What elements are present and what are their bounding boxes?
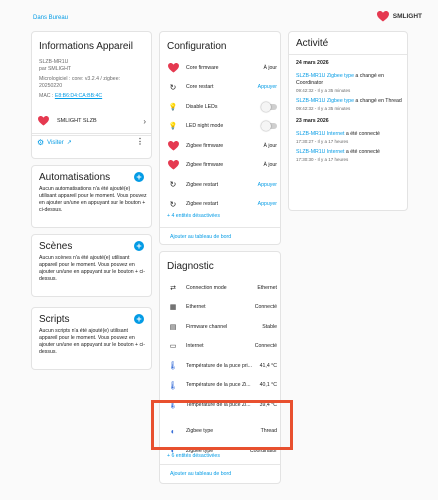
diag-row-firmware-channel[interactable]: [164, 317, 277, 337]
config-label: LED night mode: [186, 123, 224, 130]
activity-feed: [296, 60, 404, 163]
config-add-dashboard-link[interactable]: Ajouter au tableau de bord: [170, 234, 232, 240]
activity-time: 09:42:32 - Il y a 35 minutes: [296, 88, 351, 93]
diag-value: 39,4 °C: [259, 401, 277, 408]
config-label: Zigbee firmware: [186, 162, 224, 169]
activity-time: 09:42:32 - Il y a 35 minutes: [296, 106, 351, 111]
device-mac: [39, 93, 151, 100]
more-menu-icon[interactable]: ⋮: [136, 137, 144, 146]
highlight-box: [151, 400, 293, 450]
external-link-icon: ↗: [66, 140, 72, 146]
activity-time: 17:30:27 - Il y a 17 heures: [296, 139, 349, 144]
diag-value: Stable: [262, 323, 277, 330]
configuration-list: [164, 58, 277, 214]
diag-label: Température de la puce Zi...: [186, 401, 251, 408]
zigbee-icon: ◐: [170, 446, 176, 456]
device-model: SLZB-MR1U: [39, 59, 69, 65]
config-row-zigbee-firmware[interactable]: [164, 136, 277, 156]
diag-label: Zigbee type: [186, 428, 214, 435]
config-value: À jour: [263, 162, 277, 169]
restart-icon: ↻: [169, 199, 177, 209]
device-firmware-date: 20250220: [39, 83, 63, 89]
config-label: Disable LEDs: [186, 103, 218, 110]
visit-button[interactable]: [37, 138, 72, 147]
visit-label: Visiter: [47, 139, 64, 146]
automations-card: [31, 165, 152, 228]
entity-link[interactable]: SLZB-MR1U Zigbee type: [296, 98, 354, 104]
scenes-text: Aucun scènes n'a été ajouté(e) utilisant appareil pour le moment. Vous pouvez en ajouter un/une en appuyant sur le bouton + ci-dessus.: [39, 255, 145, 282]
diag-label: Connection mode: [186, 284, 227, 291]
config-row-disable-leds[interactable]: [164, 97, 277, 117]
firmware-heart-icon: [168, 63, 179, 73]
sub-device-link[interactable]: [38, 114, 146, 128]
smlight-logo-icon: [377, 11, 389, 22]
config-value: À jour: [263, 64, 277, 71]
firmware-channel-icon: ▤: [169, 323, 177, 331]
activity-date: 24 mars 2026: [296, 60, 329, 66]
brand-name: SMLIGHT: [392, 13, 422, 20]
config-label: Zigbee restart: [186, 201, 219, 208]
config-row-core-restart[interactable]: [164, 78, 277, 98]
device-details: [39, 59, 151, 100]
diag-label: Internet: [186, 343, 204, 350]
diag-value: Connecté: [254, 304, 277, 311]
restart-icon: ↻: [169, 180, 177, 190]
monitor-icon: ▭: [169, 343, 177, 351]
config-disabled-entities-link[interactable]: + 4 entités désactivées: [167, 213, 220, 219]
activity-entry: [296, 98, 404, 112]
connection-icon: ⇄: [170, 284, 176, 292]
add-scene-button[interactable]: +: [134, 241, 144, 251]
diag-label: Firmware channel: [186, 323, 228, 330]
led-night-mode-toggle[interactable]: [261, 123, 277, 129]
config-row-zigbee-firmware-2[interactable]: [164, 156, 277, 176]
config-row-zigbee-restart-2[interactable]: [164, 195, 277, 215]
activity-text: a changé en Thread: [353, 98, 402, 104]
entity-link[interactable]: SLZB-MR1U Internet: [296, 131, 345, 137]
automations-text: Aucun automatisations n'a été ajouté(e) utilisant appareil pour le moment. Vous pouvez en ajouter un/une en appuyant sur le bouton + ci-dessus.: [39, 186, 147, 213]
activity-card: [288, 31, 408, 211]
chevron-right-icon: ›: [143, 116, 146, 126]
automations-title: Automatisations: [39, 172, 111, 183]
restart-icon: ↻: [169, 82, 177, 92]
diag-value: 41,4 °C: [259, 362, 277, 369]
press-button[interactable]: Appuyer: [257, 201, 277, 208]
activity-entry: [296, 73, 404, 94]
config-row-led-night-mode[interactable]: [164, 117, 277, 137]
configuration-title: Configuration: [167, 41, 227, 52]
add-script-button[interactable]: +: [134, 314, 144, 324]
gear-icon: ⚙: [37, 138, 45, 147]
device-info-title: Informations Appareil: [39, 41, 133, 52]
led-icon: 💡: [168, 103, 178, 111]
config-value: À jour: [263, 142, 277, 149]
diag-add-dashboard-link[interactable]: Ajouter au tableau de bord: [170, 471, 232, 477]
zigbee-icon: ◐: [170, 426, 176, 436]
press-button[interactable]: Appuyer: [257, 84, 277, 91]
activity-entry: [296, 149, 404, 163]
config-row-core-firmware[interactable]: [164, 58, 277, 78]
diag-value: Connecté: [254, 343, 277, 350]
activity-text: a changé en Coordinator: [296, 73, 384, 86]
thermometer-icon: 🌡: [167, 400, 179, 410]
activity-entry: [296, 131, 404, 145]
diag-label: Température de la puce Zi...: [186, 382, 251, 389]
press-button[interactable]: Appuyer: [257, 181, 277, 188]
led-icon: 💡: [168, 123, 178, 131]
diag-row-temp-1[interactable]: [164, 356, 277, 376]
add-automation-button[interactable]: +: [134, 172, 144, 182]
diag-value: Coordinator: [249, 447, 277, 454]
diag-row-connection-mode[interactable]: [164, 278, 277, 298]
entity-link[interactable]: SLZB-MR1U Internet: [296, 149, 345, 155]
thermometer-icon: 🌡: [167, 361, 179, 371]
smlight-heart-icon: [38, 116, 49, 126]
device-maker: par SMLIGHT: [39, 66, 71, 72]
firmware-heart-icon: [168, 160, 179, 170]
diag-value: Thread: [260, 428, 277, 435]
brand: [377, 11, 422, 22]
diag-label: Zigbee type: [186, 447, 214, 454]
config-label: Zigbee restart: [186, 181, 219, 188]
diag-value: Ethernet: [257, 284, 277, 291]
config-row-zigbee-restart[interactable]: [164, 175, 277, 195]
diag-value: 40,1 °C: [259, 382, 277, 389]
scripts-card: [31, 307, 152, 370]
config-label: Core firmware: [186, 64, 219, 71]
diag-label: Température de la puce pri...: [186, 362, 253, 369]
scenes-card: [31, 234, 152, 297]
breadcrumb[interactable]: Dans Bureau: [33, 15, 69, 21]
device-firmware: Micrologiciel : core: v3.2.4 / zigbee:: [39, 76, 121, 82]
activity-text: a été connecté: [344, 131, 380, 137]
activity-text: a été connecté: [344, 149, 380, 155]
diag-row-internet[interactable]: [164, 337, 277, 357]
diag-disabled-entities-link[interactable]: + 6 entités désactivées: [167, 453, 220, 459]
activity-date: 23 mars 2026: [296, 118, 329, 124]
activity-title: Activité: [296, 38, 329, 49]
firmware-heart-icon: [168, 141, 179, 151]
thermometer-icon: 🌡: [167, 380, 179, 390]
diag-row-temp-2[interactable]: [164, 376, 277, 396]
config-label: Zigbee firmware: [186, 142, 224, 149]
scripts-title: Scripts: [39, 314, 70, 325]
mac-label: MAC :: [39, 93, 55, 99]
disable-leds-toggle[interactable]: [261, 104, 277, 110]
entity-link[interactable]: SLZB-MR1U Zigbee type: [296, 73, 354, 79]
diagnostic-title: Diagnostic: [167, 261, 214, 272]
mac-link[interactable]: E8:B6:D4:CA:BB:4C: [54, 93, 103, 99]
ethernet-icon: ▦: [169, 304, 177, 312]
sub-device-name: SMLIGHT SLZB: [57, 118, 97, 124]
configuration-card: [159, 31, 281, 245]
scenes-title: Scènes: [39, 241, 73, 252]
config-label: Core restart: [186, 84, 214, 91]
activity-time: 17:30:30 - Il y a 17 heures: [296, 157, 349, 162]
diag-row-ethernet[interactable]: [164, 298, 277, 318]
scripts-text: Aucun scripts n'a été ajouté(e) utilisant appareil pour le moment. Vous pouvez en ajouter un/une en appuyant sur le bouton + ci-dessus.: [39, 328, 145, 355]
diag-label: Ethernet: [186, 304, 206, 311]
